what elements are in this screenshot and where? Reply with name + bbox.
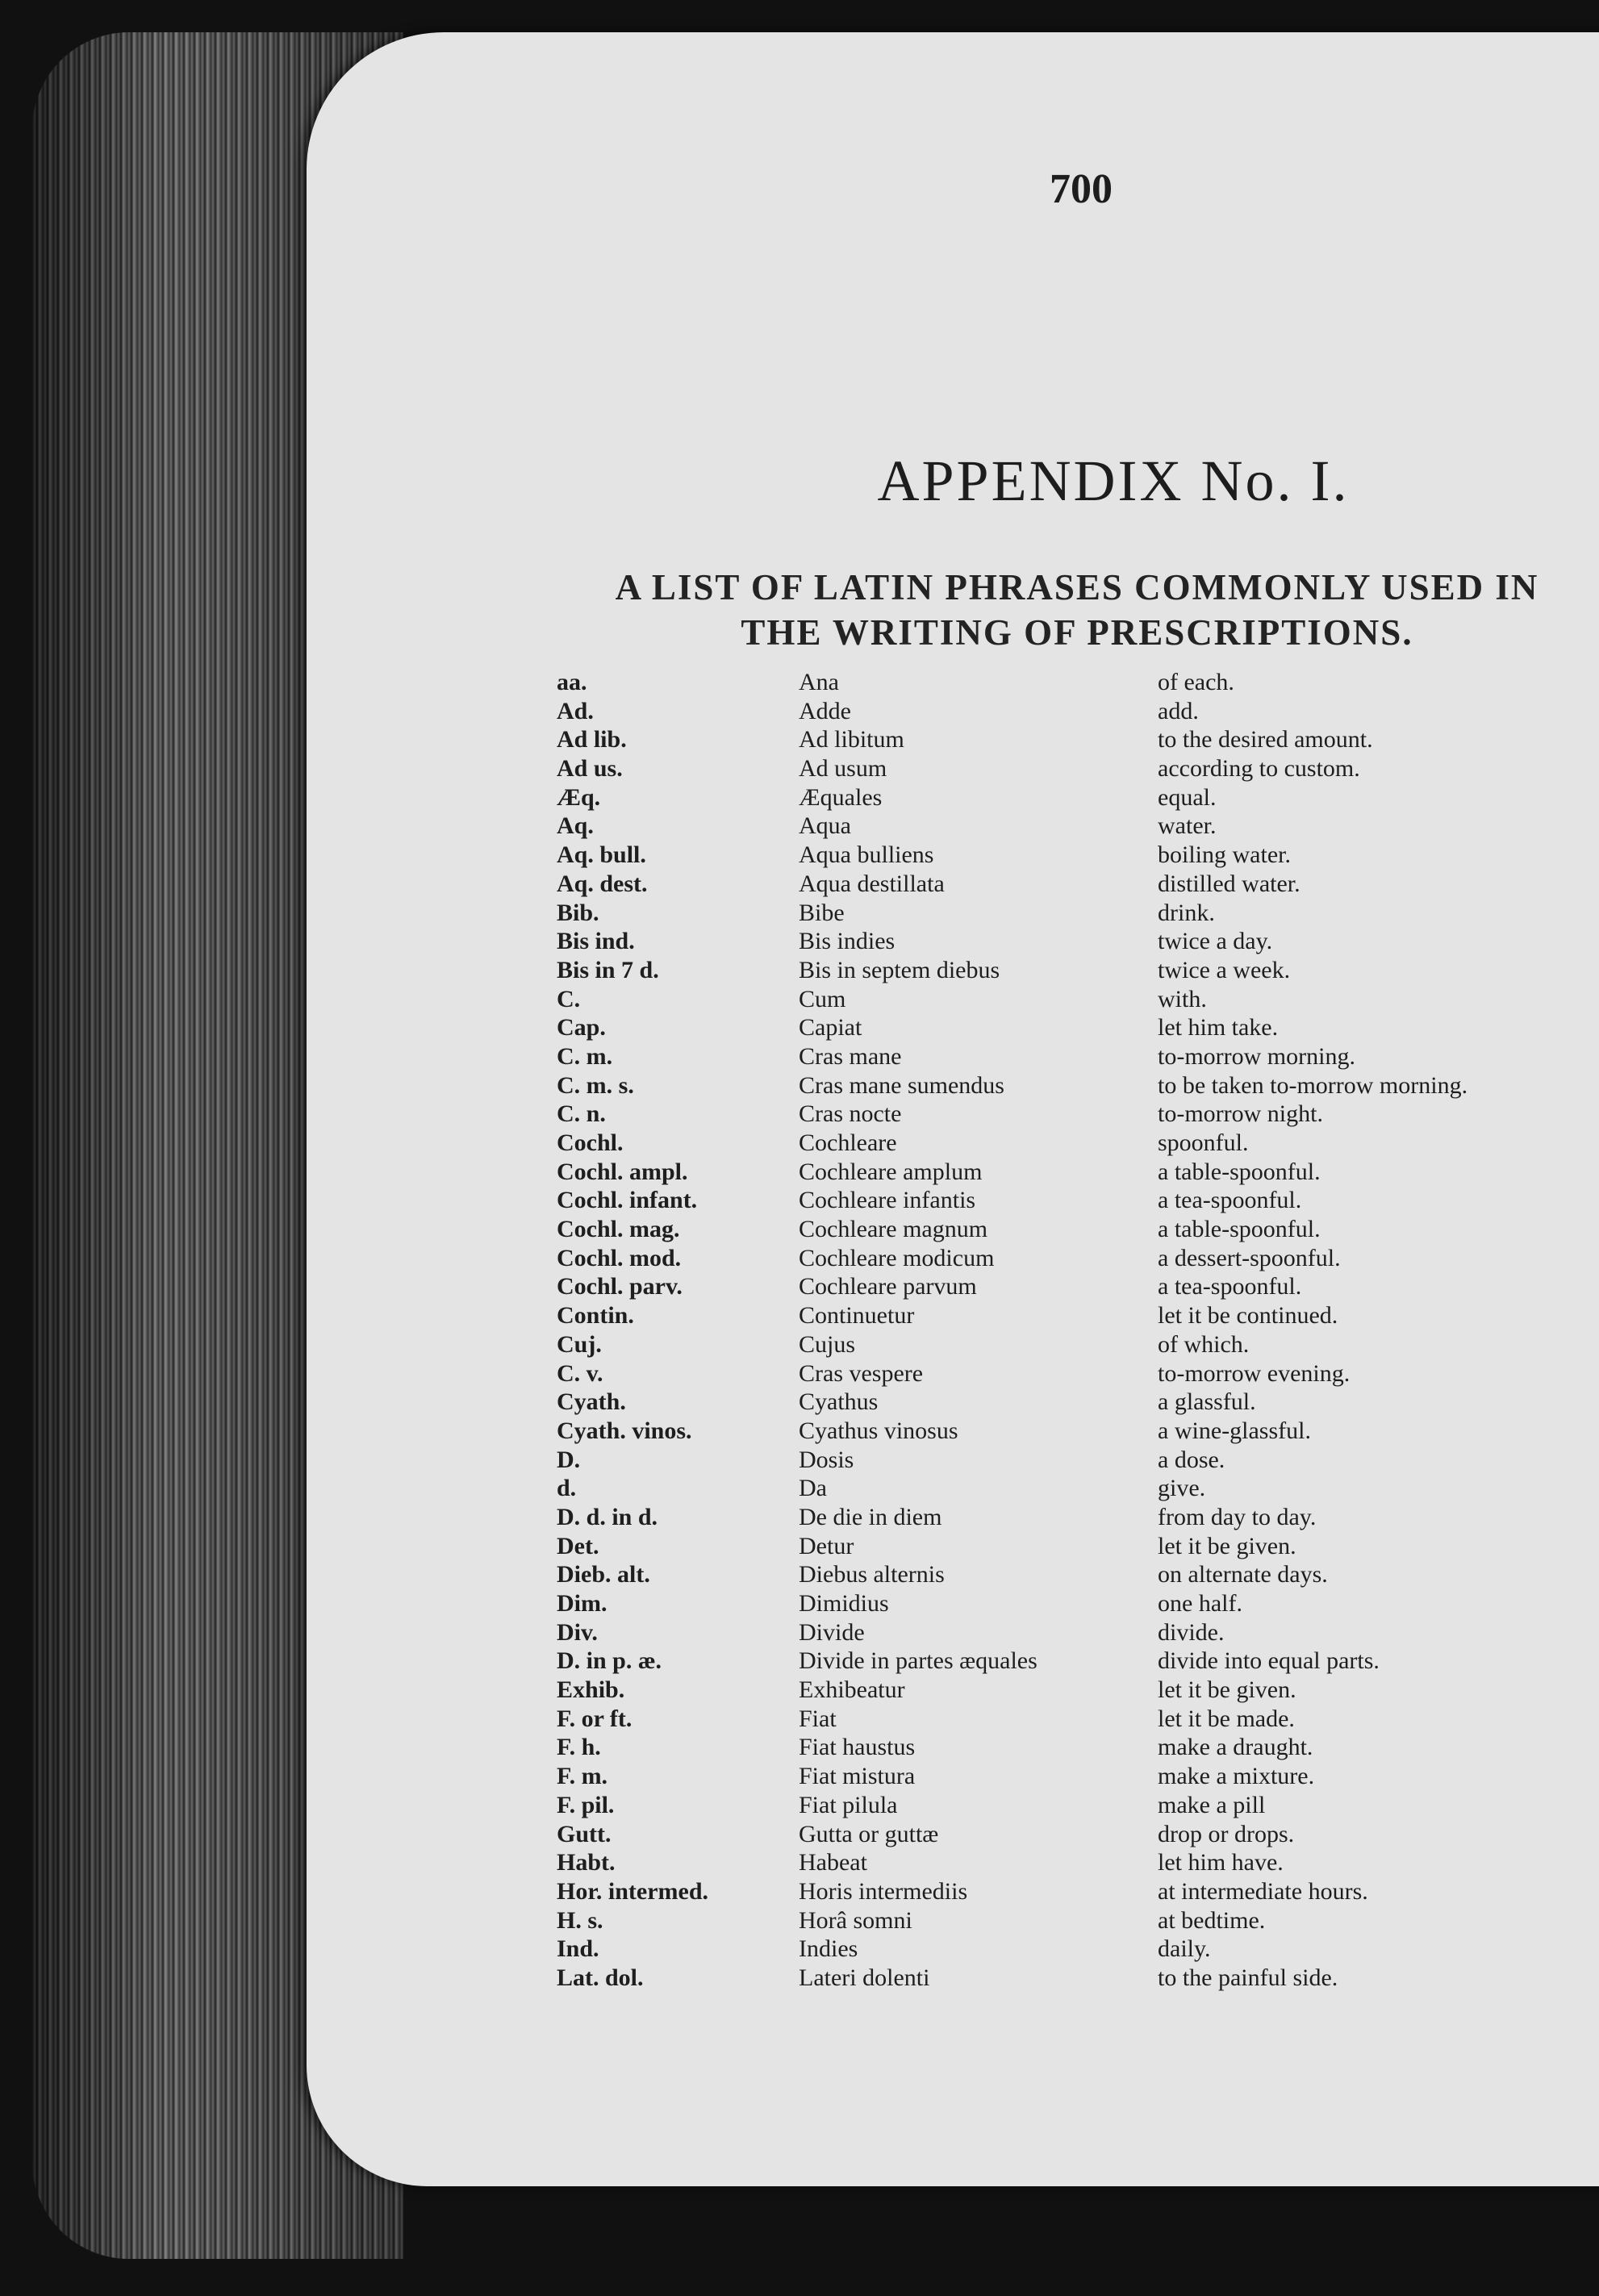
english-meaning: of which. [1158, 1330, 1250, 1358]
latin-phrase: Cochleare infantis [799, 1187, 976, 1214]
latin-phrase: Æquales [799, 783, 883, 811]
latin-phrase: Dimidius [799, 1590, 889, 1617]
abbreviation: C. n. [557, 1100, 606, 1128]
abbreviation: Cochl. ampl. [557, 1158, 688, 1185]
english-meaning: a wine-glassful. [1158, 1417, 1311, 1444]
english-meaning: at intermediate hours. [1158, 1877, 1368, 1905]
english-meaning: a tea-spoonful. [1158, 1187, 1302, 1214]
list-item [557, 1906, 1597, 1935]
english-meaning: to-morrow evening. [1158, 1359, 1351, 1387]
appendix-heading: APPENDIX No. I. [877, 449, 1350, 513]
list-item [557, 985, 1597, 1014]
latin-phrase: Bis in septem diebus [799, 956, 1000, 983]
english-meaning: distilled water. [1158, 870, 1300, 897]
list-item [557, 1589, 1597, 1618]
abbreviation: C. v. [557, 1359, 603, 1387]
list-item [557, 1618, 1597, 1647]
abbreviation: Bis in 7 d. [557, 956, 659, 983]
abbreviation: F. pil. [557, 1791, 615, 1818]
list-item [557, 1215, 1597, 1244]
latin-phrase: Aqua bulliens [799, 841, 934, 869]
abbreviation: Ad us. [557, 755, 623, 783]
latin-phrase: Cochleare magnum [799, 1216, 988, 1243]
english-meaning: let it be given. [1158, 1532, 1296, 1559]
abbreviation: Cochl. mod. [557, 1244, 682, 1271]
english-meaning: from day to day. [1158, 1503, 1317, 1530]
list-item [557, 927, 1597, 956]
english-meaning: a dessert-spoonful. [1158, 1244, 1341, 1271]
list-item [557, 1503, 1597, 1532]
list-item [557, 668, 1597, 697]
latin-phrase: Indies [799, 1935, 858, 1963]
subheading-line-1: A LIST OF LATIN PHRASES COMMONLY USED IN [615, 567, 1539, 607]
list-item [557, 1071, 1597, 1100]
english-meaning: a table-spoonful. [1158, 1216, 1321, 1243]
english-meaning: boiling water. [1158, 841, 1291, 869]
abbreviation: Cochl. mag. [557, 1216, 680, 1243]
list-item [557, 1820, 1597, 1849]
latin-phrase: Cras mane sumendus [799, 1071, 1004, 1099]
list-item [557, 697, 1597, 726]
latin-phrase: Fiat pilula [799, 1791, 898, 1818]
latin-phrase: Cujus [799, 1330, 856, 1358]
english-meaning: let him take. [1158, 1014, 1279, 1042]
english-meaning: a tea-spoonful. [1158, 1273, 1302, 1300]
latin-phrase: Cum [799, 985, 846, 1012]
english-meaning: a glassful. [1158, 1388, 1256, 1416]
list-item [557, 1186, 1597, 1215]
list-item [557, 1244, 1597, 1273]
latin-phrase: Cochleare modicum [799, 1244, 995, 1271]
latin-phrase: Capiat [799, 1014, 862, 1042]
abbreviation: Hor. intermed. [557, 1877, 709, 1905]
list-item [557, 1877, 1597, 1906]
english-meaning: add. [1158, 697, 1199, 724]
list-item [557, 1762, 1597, 1791]
english-meaning: drink. [1158, 899, 1215, 926]
english-meaning: let him have. [1158, 1849, 1284, 1876]
list-item [557, 1647, 1597, 1676]
english-meaning: spoonful. [1158, 1129, 1249, 1156]
abbreviation: C. [557, 985, 581, 1012]
latin-phrase: Fiat [799, 1705, 837, 1732]
english-meaning: according to custom. [1158, 755, 1360, 783]
list-item [557, 841, 1597, 870]
english-meaning: make a draught. [1158, 1734, 1313, 1761]
latin-phrase: Continuetur [799, 1302, 915, 1330]
latin-phrase: Da [799, 1475, 827, 1502]
english-meaning: to-morrow morning. [1158, 1042, 1355, 1070]
english-meaning: water. [1158, 812, 1217, 840]
latin-phrase: De die in diem [799, 1503, 942, 1530]
list-item [557, 1560, 1597, 1589]
latin-phrase: Gutta or guttæ [799, 1820, 939, 1847]
english-meaning: at bedtime. [1158, 1906, 1266, 1934]
latin-phrase: Fiat mistura [799, 1763, 916, 1790]
list-item [557, 812, 1597, 841]
abbreviation: Cochl. infant. [557, 1187, 698, 1214]
abbreviation: Cap. [557, 1014, 606, 1042]
list-item [557, 725, 1597, 754]
subheading-line-2: THE WRITING OF PRESCRIPTIONS. [741, 612, 1413, 653]
latin-phrase: Fiat haustus [799, 1734, 916, 1761]
phrase-list [557, 668, 1597, 1993]
abbreviation: Cuj. [557, 1330, 602, 1358]
latin-phrase: Bis indies [799, 928, 896, 955]
english-meaning: twice a week. [1158, 956, 1291, 983]
abbreviation: Bis ind. [557, 928, 635, 955]
abbreviation: Aq. bull. [557, 841, 646, 869]
abbreviation: Aq. [557, 812, 594, 840]
english-meaning: one half. [1158, 1590, 1242, 1617]
latin-phrase: Bibe [799, 899, 845, 926]
list-item [557, 1158, 1597, 1187]
abbreviation: F. h. [557, 1734, 601, 1761]
abbreviation: aa. [557, 669, 587, 695]
list-item [557, 1330, 1597, 1359]
list-item [557, 1042, 1597, 1071]
english-meaning: to be taken to-morrow morning. [1158, 1071, 1468, 1099]
list-item [557, 1446, 1597, 1475]
latin-phrase: Cras mane [799, 1042, 902, 1070]
abbreviation: Aq. dest. [557, 870, 648, 897]
latin-phrase: Diebus alternis [799, 1561, 945, 1588]
abbreviation: Cochl. parv. [557, 1273, 683, 1300]
latin-phrase: Adde [799, 697, 851, 724]
english-meaning: with. [1158, 985, 1207, 1012]
abbreviation: F. or ft. [557, 1705, 633, 1732]
latin-phrase: Cochleare parvum [799, 1273, 977, 1300]
list-item [557, 870, 1597, 899]
english-meaning: make a mixture. [1158, 1763, 1315, 1790]
list-item [557, 1964, 1597, 1993]
latin-phrase: Cochleare amplum [799, 1158, 983, 1185]
latin-phrase: Cyathus vinosus [799, 1417, 958, 1444]
latin-phrase: Lateri dolenti [799, 1964, 930, 1991]
abbreviation: Ad. [557, 697, 594, 724]
abbreviation: D. in p. æ. [557, 1647, 662, 1675]
list-item [557, 1129, 1597, 1158]
list-item [557, 754, 1597, 783]
list-item [557, 1474, 1597, 1503]
abbreviation: Ad lib. [557, 726, 627, 754]
latin-phrase: Cochleare [799, 1129, 897, 1156]
list-item [557, 1359, 1597, 1388]
english-meaning: divide into equal parts. [1158, 1647, 1380, 1675]
latin-phrase: Cras nocte [799, 1100, 902, 1128]
english-meaning: to-morrow night. [1158, 1100, 1323, 1128]
list-item [557, 956, 1597, 985]
english-meaning: make a pill [1158, 1791, 1266, 1818]
abbreviation: Cochl. [557, 1129, 624, 1156]
latin-phrase: Horis intermediis [799, 1877, 968, 1905]
list-item [557, 1417, 1597, 1446]
english-meaning: to the painful side. [1158, 1964, 1338, 1991]
latin-phrase: Dosis [799, 1446, 854, 1473]
abbreviation: Bib. [557, 899, 599, 926]
abbreviation: Exhib. [557, 1676, 625, 1704]
english-meaning: give. [1158, 1475, 1206, 1502]
latin-phrase: Cyathus [799, 1388, 879, 1416]
abbreviation: Contin. [557, 1302, 634, 1330]
latin-phrase: Ana [799, 669, 839, 695]
latin-phrase: Ad usum [799, 755, 887, 783]
list-item [557, 1848, 1597, 1877]
latin-phrase: Detur [799, 1532, 854, 1559]
english-meaning: twice a day. [1158, 928, 1273, 955]
list-item [557, 1935, 1597, 1964]
abbreviation: F. m. [557, 1763, 608, 1790]
english-meaning: let it be made. [1158, 1705, 1295, 1732]
abbreviation: C. m. s. [557, 1071, 634, 1099]
abbreviation: Cyath. vinos. [557, 1417, 692, 1444]
list-subheading [565, 565, 1589, 655]
latin-phrase: Cras vespere [799, 1359, 924, 1387]
english-meaning: let it be given. [1158, 1676, 1296, 1704]
abbreviation: C. m. [557, 1042, 613, 1070]
abbreviation: Gutt. [557, 1820, 612, 1847]
list-item [557, 1733, 1597, 1762]
abbreviation: D. [557, 1446, 581, 1473]
abbreviation: Lat. dol. [557, 1964, 644, 1991]
abbreviation: H. s. [557, 1906, 603, 1934]
abbreviation: Dim. [557, 1590, 607, 1617]
english-meaning: a dose. [1158, 1446, 1225, 1473]
latin-phrase: Habeat [799, 1849, 867, 1876]
latin-phrase: Divide in partes æquales [799, 1647, 1037, 1675]
abbreviation: Habt. [557, 1849, 616, 1876]
page-number: 700 [1050, 166, 1113, 212]
list-item [557, 1013, 1597, 1042]
list-item [557, 1791, 1597, 1820]
abbreviation: Cyath. [557, 1388, 626, 1416]
abbreviation: Ind. [557, 1935, 599, 1963]
english-meaning: of each. [1158, 669, 1234, 695]
list-item [557, 1301, 1597, 1330]
list-item [557, 1388, 1597, 1417]
abbreviation: Æq. [557, 783, 601, 811]
list-item [557, 1705, 1597, 1734]
abbreviation: Dieb. alt. [557, 1561, 650, 1588]
latin-phrase: Divide [799, 1618, 865, 1646]
latin-phrase: Aqua [799, 812, 851, 840]
latin-phrase: Exhibeatur [799, 1676, 905, 1704]
list-item [557, 1100, 1597, 1129]
english-meaning: let it be continued. [1158, 1302, 1338, 1330]
abbreviation: Det. [557, 1532, 599, 1559]
english-meaning: to the desired amount. [1158, 726, 1373, 754]
abbreviation: d. [557, 1475, 577, 1502]
list-item [557, 1272, 1597, 1301]
english-meaning: equal. [1158, 783, 1217, 811]
latin-phrase: Ad libitum [799, 726, 904, 754]
abbreviation: D. d. in d. [557, 1503, 658, 1530]
english-meaning: daily. [1158, 1935, 1211, 1963]
english-meaning: a table-spoonful. [1158, 1158, 1321, 1185]
latin-phrase: Aqua destillata [799, 870, 945, 897]
list-item [557, 899, 1597, 928]
abbreviation: Div. [557, 1618, 598, 1646]
list-item [557, 1676, 1597, 1705]
latin-phrase: Horâ somni [799, 1906, 912, 1934]
list-item [557, 1532, 1597, 1561]
english-meaning: drop or drops. [1158, 1820, 1295, 1847]
english-meaning: divide. [1158, 1618, 1225, 1646]
english-meaning: on alternate days. [1158, 1561, 1328, 1588]
list-item [557, 783, 1597, 812]
